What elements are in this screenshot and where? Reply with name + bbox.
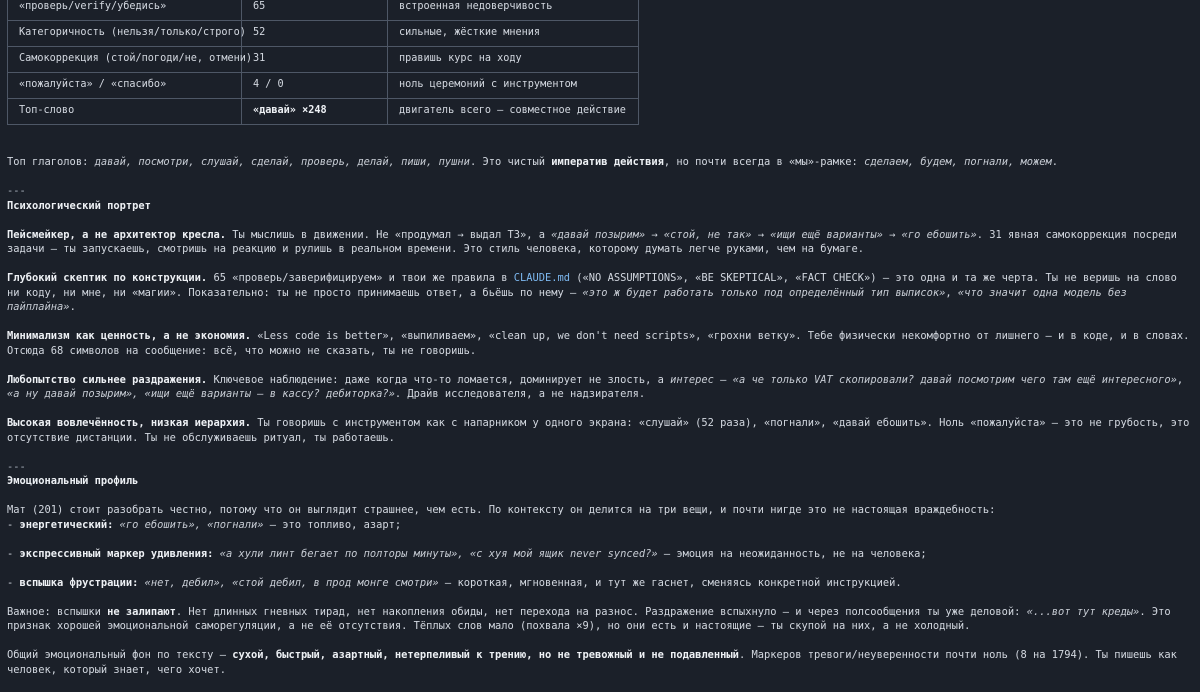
bullet-dash: - bbox=[7, 547, 20, 560]
text-run: — короткая, мгновенная, и тут же гаснет, сменяясь конкретной инструкцией. bbox=[438, 576, 902, 589]
text-run: Ключевое наблюдение: даже когда что-то ломается, доминирует не злость, а bbox=[207, 373, 671, 386]
text-run: Ты говоришь с инструментом как с напарником у одного экрана: «слушай» (52 раза), «погнали», «давай ебошить». Ноль «пожалуйста» — это не грубость, это отсутствие дистанции. Ты не обслуживаешь ритуал, ты работаешь. bbox=[7, 417, 1190, 444]
horizontal-rule: --- bbox=[7, 185, 26, 197]
table-row bbox=[8, 73, 639, 99]
text-run: . Драйв исследователя, а не надзирателя. bbox=[394, 388, 646, 400]
emphasis: экспрессивный маркер удивления: bbox=[19, 547, 214, 560]
table-cell-meaning: правишь курс на ходу bbox=[388, 47, 639, 73]
arrow: → bbox=[645, 228, 664, 241]
table-cell-term: «пожалуйста» / «спасибо» bbox=[8, 73, 242, 99]
quote: «стой, не так» bbox=[663, 228, 752, 241]
claude-md-link[interactable]: CLAUDE.md bbox=[513, 272, 571, 284]
stats-table bbox=[7, 0, 639, 125]
table-cell-count: 31 bbox=[242, 47, 388, 73]
table-row bbox=[8, 0, 639, 21]
bullet-dash: - bbox=[7, 518, 20, 531]
text-run: . 31 явная самокоррекция посреди задачи — ты запускаешь, смотришь на реакцию и рулишь в реальном времени. Это стиль человека, которому думать легче руками, чем на бумаге. bbox=[7, 228, 1177, 255]
emphasis: императив действия bbox=[551, 156, 664, 168]
text-run: — bbox=[713, 373, 733, 386]
psych-paragraph-3 bbox=[7, 329, 1193, 358]
text-run: Общий эмоциональный фон по тексту — bbox=[7, 649, 233, 661]
emo-intro: Мат (201) стоит разобрать честно, потому что он выглядит страшнее, чем есть. По контексту он делится на три вещи, и почти нигде это не настоящая враждебность: bbox=[7, 504, 996, 516]
text-run: . bbox=[1051, 156, 1058, 168]
emphasis: Пейсмейкер, а не архитектор кресла. bbox=[7, 228, 226, 241]
psych-paragraph-2 bbox=[7, 271, 1193, 315]
text-run: . Маркеров тревоги/неуверенности почти ноль (8 на 1794). Ты пишешь как человек, который знает, чего хочет. bbox=[7, 649, 1177, 676]
top-verbs-paragraph bbox=[7, 155, 1193, 170]
text-run: Топ глаголов: bbox=[7, 156, 95, 168]
list-item bbox=[7, 518, 1193, 533]
emphasis: Минимализм как ценность, а не экономия. bbox=[7, 330, 251, 342]
message-body bbox=[7, 155, 1193, 692]
text-run: . Это признак хорошей эмоциональной саморегуляции, а не её отсутствия. Тёплых слов мало (похвала ×9), но они есть и настоящие — ты скупой на них, а не холодный. bbox=[7, 605, 1171, 632]
text-run: , bbox=[945, 286, 958, 299]
list-item bbox=[7, 547, 1193, 562]
table-cell-term: Самокоррекция (стой/погоди/не, отмени) bbox=[8, 47, 242, 73]
text-run: — эмоция на неожиданность, не на человека; bbox=[657, 547, 927, 560]
table-row bbox=[8, 99, 639, 125]
text-run: 65 «проверь/заверифицируем» и твои же правила в bbox=[207, 272, 514, 284]
list-item bbox=[7, 576, 1193, 591]
table-cell-count: 52 bbox=[242, 21, 388, 47]
top-word: «давай» bbox=[253, 105, 296, 117]
quote: «что значит одна модель без пайплайна» bbox=[7, 286, 1127, 313]
emo-paragraph-2 bbox=[7, 648, 1193, 677]
psych-paragraph-4 bbox=[7, 373, 1193, 402]
emphasis: Глубокий скептик по конструкции. bbox=[7, 272, 208, 284]
psych-paragraph-1 bbox=[7, 228, 1193, 257]
emphasis: энергетический: bbox=[19, 518, 114, 531]
text-run: — это топливо, азарт; bbox=[263, 518, 402, 531]
table-cell-count: 4 / 0 bbox=[242, 73, 388, 99]
text-run: , bbox=[1176, 373, 1184, 386]
quote: «а хули линт бегает по полторы минуты», «с хуя мой ящик never synced?» bbox=[219, 547, 658, 560]
quote: «это ж будет работать только под определённый тип выписок» bbox=[582, 286, 946, 299]
emphasis: сухой, быстрый, азартный, нетерпеливый к трению, но не тревожный и не подавленный bbox=[232, 649, 739, 661]
table-cell-term: Топ-слово bbox=[8, 99, 242, 125]
quote: «давай позырим» bbox=[551, 228, 646, 241]
table-cell-meaning: встроенная недоверчивость bbox=[388, 0, 639, 21]
table-cell-term: Категоричность (нельзя/только/строго) bbox=[8, 21, 242, 47]
bullet-dash: - bbox=[7, 576, 20, 589]
we-verbs-list: сделаем, будем, погнали, можем bbox=[864, 156, 1052, 168]
table-row bbox=[8, 21, 639, 47]
section-title-psych: Психологический портрет bbox=[7, 199, 151, 212]
quote: «а ну давай позырим», «ищи ещё варианты — в кассу? дебиторка?» bbox=[7, 388, 395, 400]
verbs-list: давай, посмотри, слушай, сделай, проверь, делай, пиши, пушни bbox=[94, 156, 470, 168]
quote: «...вот тут креды» bbox=[1026, 605, 1140, 618]
text-run: . Нет длинных гневных тирад, нет накопления обиды, нет перехода на разнос. Раздражение вспыхнуло — и через полсообщения ты уже деловой: bbox=[175, 605, 1027, 618]
quote: «го ебошить» bbox=[901, 228, 977, 241]
text-run: «Less code is better», «выпиливаем», «clean up, we don't need scripts», «грохни ветку». Тебе физически некомфортно от лишнего — и в коде, и в словах. Отсюда 68 символов на сообщение: всё, что можно не сказать, ты не говоришь. bbox=[7, 330, 1190, 357]
table-cell-count bbox=[242, 99, 388, 125]
text-run: («NO ASSUMPTIONS», «BE SKEPTICAL», «FACT CHECK») — это одна и та же черта. Ты не веришь на слово ни коду, ни мне, ни «магии». Показательно: ты не просто принимаешь ответ, а бьёшь по нему — bbox=[7, 272, 1177, 299]
text-run: Важное: вспышки bbox=[7, 605, 108, 618]
table-cell-meaning: ноль церемоний с инструментом bbox=[388, 73, 639, 99]
emphasis: Любопытство сильнее раздражения. bbox=[7, 373, 208, 386]
emphasis: не залипают bbox=[107, 605, 176, 618]
horizontal-rule: --- bbox=[7, 460, 26, 473]
psych-paragraph-5 bbox=[7, 416, 1193, 445]
table-cell-meaning: сильные, жёсткие мнения bbox=[388, 21, 639, 47]
arrow: → bbox=[751, 228, 771, 241]
emphasis: Высокая вовлечённость, низкая иерархия. bbox=[7, 417, 251, 429]
text-run: Ты мыслишь в движении. Не «продумал → выдал ТЗ», а bbox=[225, 228, 552, 241]
quote: интерес bbox=[670, 373, 714, 386]
text-run: , но почти всегда в «мы»-рамке: bbox=[663, 156, 865, 168]
text-run: . Это чистый bbox=[469, 156, 552, 168]
quote: «ищи ещё варианты» bbox=[770, 228, 883, 241]
text-run: . bbox=[69, 301, 76, 313]
table-cell-term: «проверь/verify/убедись» bbox=[8, 0, 242, 21]
emo-paragraph-1 bbox=[7, 605, 1193, 634]
section-title-emo: Эмоциональный профиль bbox=[7, 475, 139, 487]
quote: «а че только VAT скопировали? давай посмотрим чего там ещё интересного» bbox=[732, 373, 1177, 386]
table-row bbox=[8, 47, 639, 73]
table-cell-meaning: двигатель всего — совместное действие bbox=[388, 99, 639, 125]
quote: «го ебошить», «погнали» bbox=[119, 518, 264, 531]
quote: «нет, дебил», «стой дебил, в прод монге смотри» bbox=[144, 576, 439, 589]
arrow: → bbox=[882, 228, 902, 241]
table-cell-count: 65 bbox=[242, 0, 388, 21]
top-word-count: ×248 bbox=[295, 105, 327, 117]
emphasis: вспышка фрустрации: bbox=[19, 576, 139, 589]
